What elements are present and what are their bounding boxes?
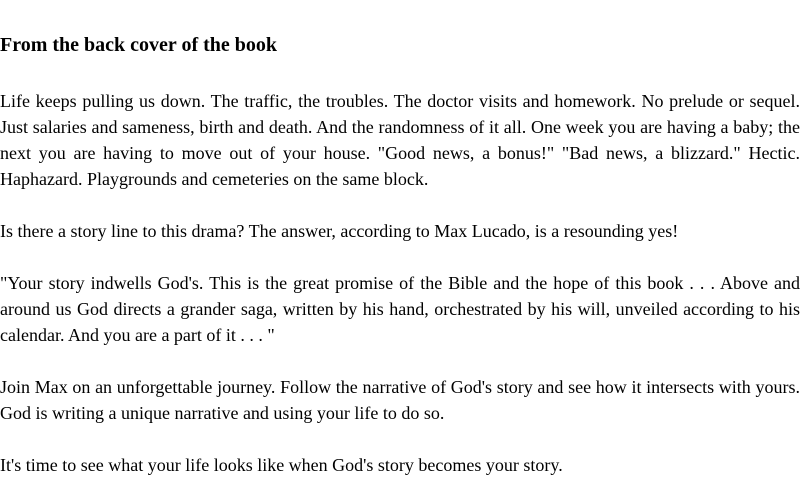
section-heading: From the back cover of the book <box>0 34 278 56</box>
paragraph-journey: Join Max on an unforgettable journey. Follow the narrative of God's story and see how it intersects with yours. God is writing a unique narrative and using your life to do so. <box>0 377 800 423</box>
paragraph-closing: It's time to see what your life looks like when God's story becomes your story. <box>0 455 563 475</box>
paragraph-quote: "Your story indwells God's. This is the great promise of the Bible and the hope of this book . . . Above and around us God directs a grander saga, written by his hand, orchestrated by his will, unveiled according to his calendar. And you are a part of it . . . " <box>0 273 800 345</box>
paragraph-question: Is there a story line to this drama? The answer, according to Max Lucado, is a resounding yes! <box>0 221 679 241</box>
paragraph-intro: Life keeps pulling us down. The traffic, the troubles. The doctor visits and homework. No prelude or sequel. Just salaries and sameness, birth and death. And the randomness of it all. One week you are having a baby; the next you are having to move out of your house. "Good news, a bonus!" "Bad news, a blizzard." Hectic. Haphazard. Playgrounds and cemeteries on the same block. <box>0 91 800 189</box>
